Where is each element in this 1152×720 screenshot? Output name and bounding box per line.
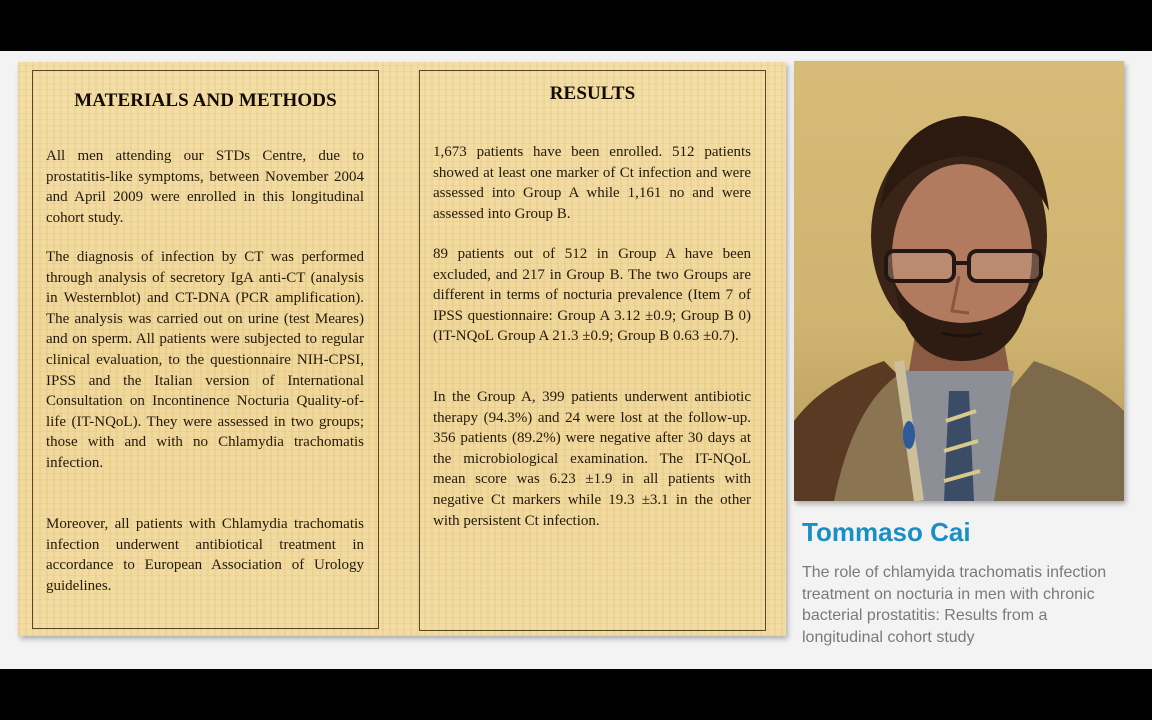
methods-paragraph-3: Moreover, all patients with Chlamydia trachomatis infection underwent antibiotical treatment in accordance to European Association of Urology guidelines. [46, 516, 364, 594]
results-paragraph-2: 89 patients out of 512 in Group A have been excluded, and 217 in Group B. The two Groups are different in terms of nocturia prevalence (Item 7 of IPSS questionnaire: Group A 3.12 ±0.9; Group B 0) (IT-NQoL Group A 21.3 ±0.9; Group B 0.63 ±0.7). [433, 246, 751, 345]
materials-methods-box [32, 70, 379, 629]
talk-title: The role of chlamyida trachomatis infection treatment on nocturia in men with chronic bacterial prostatitis: Results from a longitudinal cohort study [802, 564, 1107, 646]
video-slide [0, 51, 1152, 669]
results-paragraph-1: 1,673 patients have been enrolled. 512 patients showed at least one marker of Ct infection and were assessed into Group A while 1,161 no and were assessed into Group B. [433, 144, 751, 222]
results-heading: RESULTS [549, 83, 636, 104]
materials-methods-heading: MATERIALS AND METHODS [74, 90, 337, 111]
speaker-name: Tommaso Cai [802, 517, 971, 547]
results-box [419, 70, 766, 631]
results-paragraph-3: In the Group A, 399 patients underwent antibiotic therapy (94.3%) and 24 were lost at the follow-up. 356 patients (89.2%) were negative after 30 days at the microbiological examination. The IT-NQoL mean score was 6.23 ±1.9 in all patients with negative Ct markers while 19.3 ±3.1 in the other with persistent Ct infection. [433, 389, 751, 529]
methods-paragraph-2: The diagnosis of infection by CT was performed through analysis of secretory IgA anti-CT (analysis in Westernblot) and CT-DNA (PCR amplification). The analysis was carried out on urine (test Meares) and on sperm. All patients were subjected to regular clinical evaluation, to the questionnaire NIH-CPSI, IPSS and the Italian version of International Consultation on Incontinence Nocturia Quality-of-life (IT-NQoL). They were assessed in two groups; those with and with no Chlamydia trachomatis infection. [46, 249, 364, 471]
methods-paragraph-1: All men attending our STDs Centre, due to prostatitis-like symptoms, between November 2004 and April 2009 were enrolled in this longitudinal cohort study. [46, 148, 364, 226]
speaker-photo [794, 61, 1124, 501]
speaker-portrait-icon [794, 61, 1124, 501]
poster-panel [18, 62, 786, 636]
